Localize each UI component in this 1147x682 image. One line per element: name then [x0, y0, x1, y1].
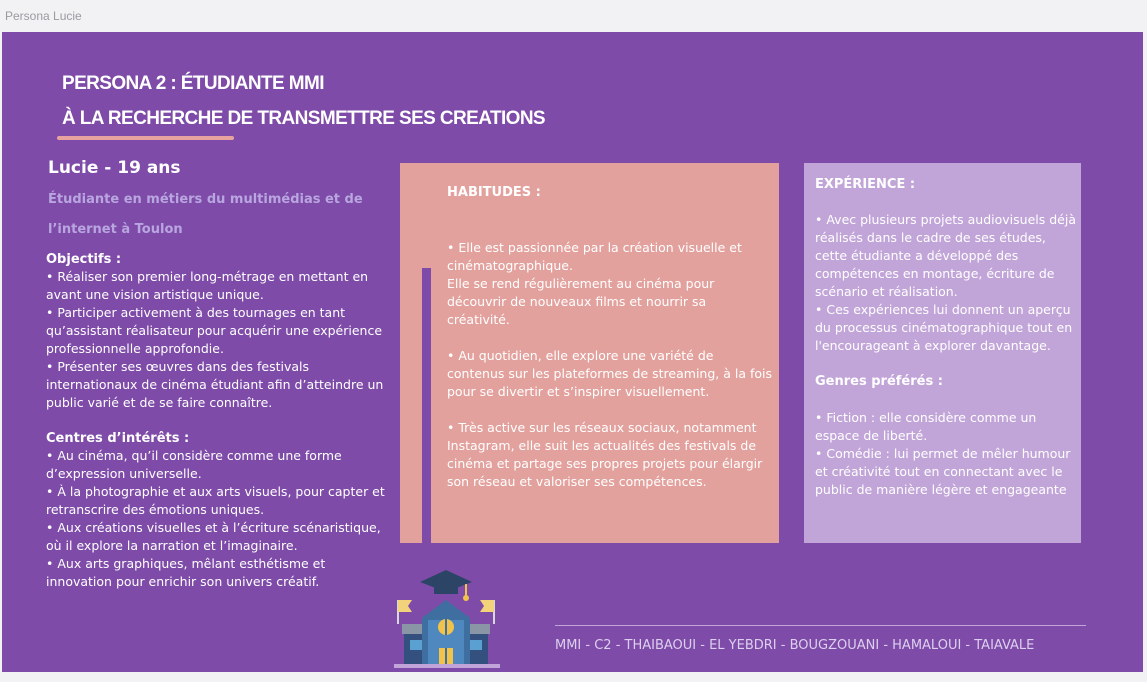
genre-item: • Comédie : lui permet de mêler humour et créativité tout en connectant avec le public de manière légère et engageante — [815, 446, 1071, 497]
footer-credits: MMI - C2 - THAIBAOUI - EL YEBDRI - BOUGZOUANI - HAMALOUI - TAIAVALE — [555, 638, 1035, 653]
heading-underline — [57, 136, 234, 140]
habitudes-body — [447, 239, 772, 509]
school-building-graduation-cap-icon — [390, 562, 502, 670]
window-title: Persona Lucie — [5, 9, 82, 23]
habitudes-card — [400, 163, 779, 543]
persona-name: Lucie - 19 ans — [48, 158, 181, 178]
profile-column — [46, 158, 391, 591]
interet-item: • Aux créations visuelles et à l’écriture scénaristique, où il explore la narration et l’imaginaire. — [46, 520, 381, 553]
habitude-paragraph: • Au quotidien, elle explore une variété de contenus sur les plateformes de streaming, à la fois pour se divertir et s’inspirer visuellement. — [447, 348, 772, 399]
habitude-paragraph — [447, 239, 772, 329]
persona-subtitle — [46, 185, 391, 245]
experience-card — [804, 163, 1081, 543]
experience-item: • Avec plusieurs projets audiovisuels déjà réalisés dans le cadre de ses études, cette étudiante a développé des compétences en montage, écriture de scénario et réalisation. — [815, 212, 1076, 299]
habitude-paragraph: • Très active sur les réseaux sociaux, notamment Instagram, elle suit les actualités des festivals de cinéma et partage ses propres projets pour élargir son réseau et valoriser ses compétences. — [447, 420, 763, 489]
subtitle-line-2: l’internet à Toulon — [48, 222, 183, 237]
interet-item: • Aux arts graphiques, mêlant esthétisme et innovation pour enrichir son univers créatif. — [46, 556, 326, 589]
footer-divider — [555, 625, 1086, 626]
objectif-item: • Présenter ses œuvres dans des festivals internationaux de cinéma étudiant afin d’atteindre un public varié et de se faire connaître. — [46, 359, 384, 410]
persona-heading: PERSONA 2 : ÉTUDIANTE MMI — [62, 73, 324, 94]
habitudes-title: HABITUDES : — [447, 185, 541, 200]
genres-title: Genres préférés : — [815, 374, 943, 389]
interet-item: • Au cinéma, qu’il considère comme une forme d’expression universelle. — [46, 448, 342, 481]
experience-title: EXPÉRIENCE : — [815, 177, 916, 192]
experience-body — [815, 211, 1079, 499]
habitude-line: • Elle est passionnée par la création visuelle et cinématographique. Elle se rend régulièrement au cinéma pour découvrir de nouveaux films et nourrir sa créativité. — [447, 240, 742, 327]
persona-slide — [2, 32, 1143, 672]
card-accent-bar — [422, 268, 431, 543]
genre-item: • Fiction : elle considère comme un espace de liberté. — [815, 410, 1037, 443]
objectif-item: • Participer activement à des tournages en tant qu’assistant réalisateur pour acquérir une expérience professionnelle approfondie. — [46, 305, 383, 356]
subtitle-line-1: Étudiante en métiers du multimédias et de — [48, 192, 363, 207]
interets-title: Centres d’intérêts : — [46, 431, 190, 446]
objectifs-title: Objectifs : — [46, 252, 122, 267]
interet-item: • À la photographie et aux arts visuels, pour capter et retranscrire des émotions uniques. — [46, 484, 385, 517]
objectif-item: • Réaliser son premier long-métrage en mettant en avant une vision artistique unique. — [46, 269, 369, 302]
persona-tagline: À LA RECHERCHE DE TRANSMETTRE SES CREATIONS — [62, 108, 546, 129]
experience-item: • Ces expériences lui donnent un aperçu du processus cinématographique tout en l'encourageant à explorer davantage. — [815, 302, 1073, 353]
